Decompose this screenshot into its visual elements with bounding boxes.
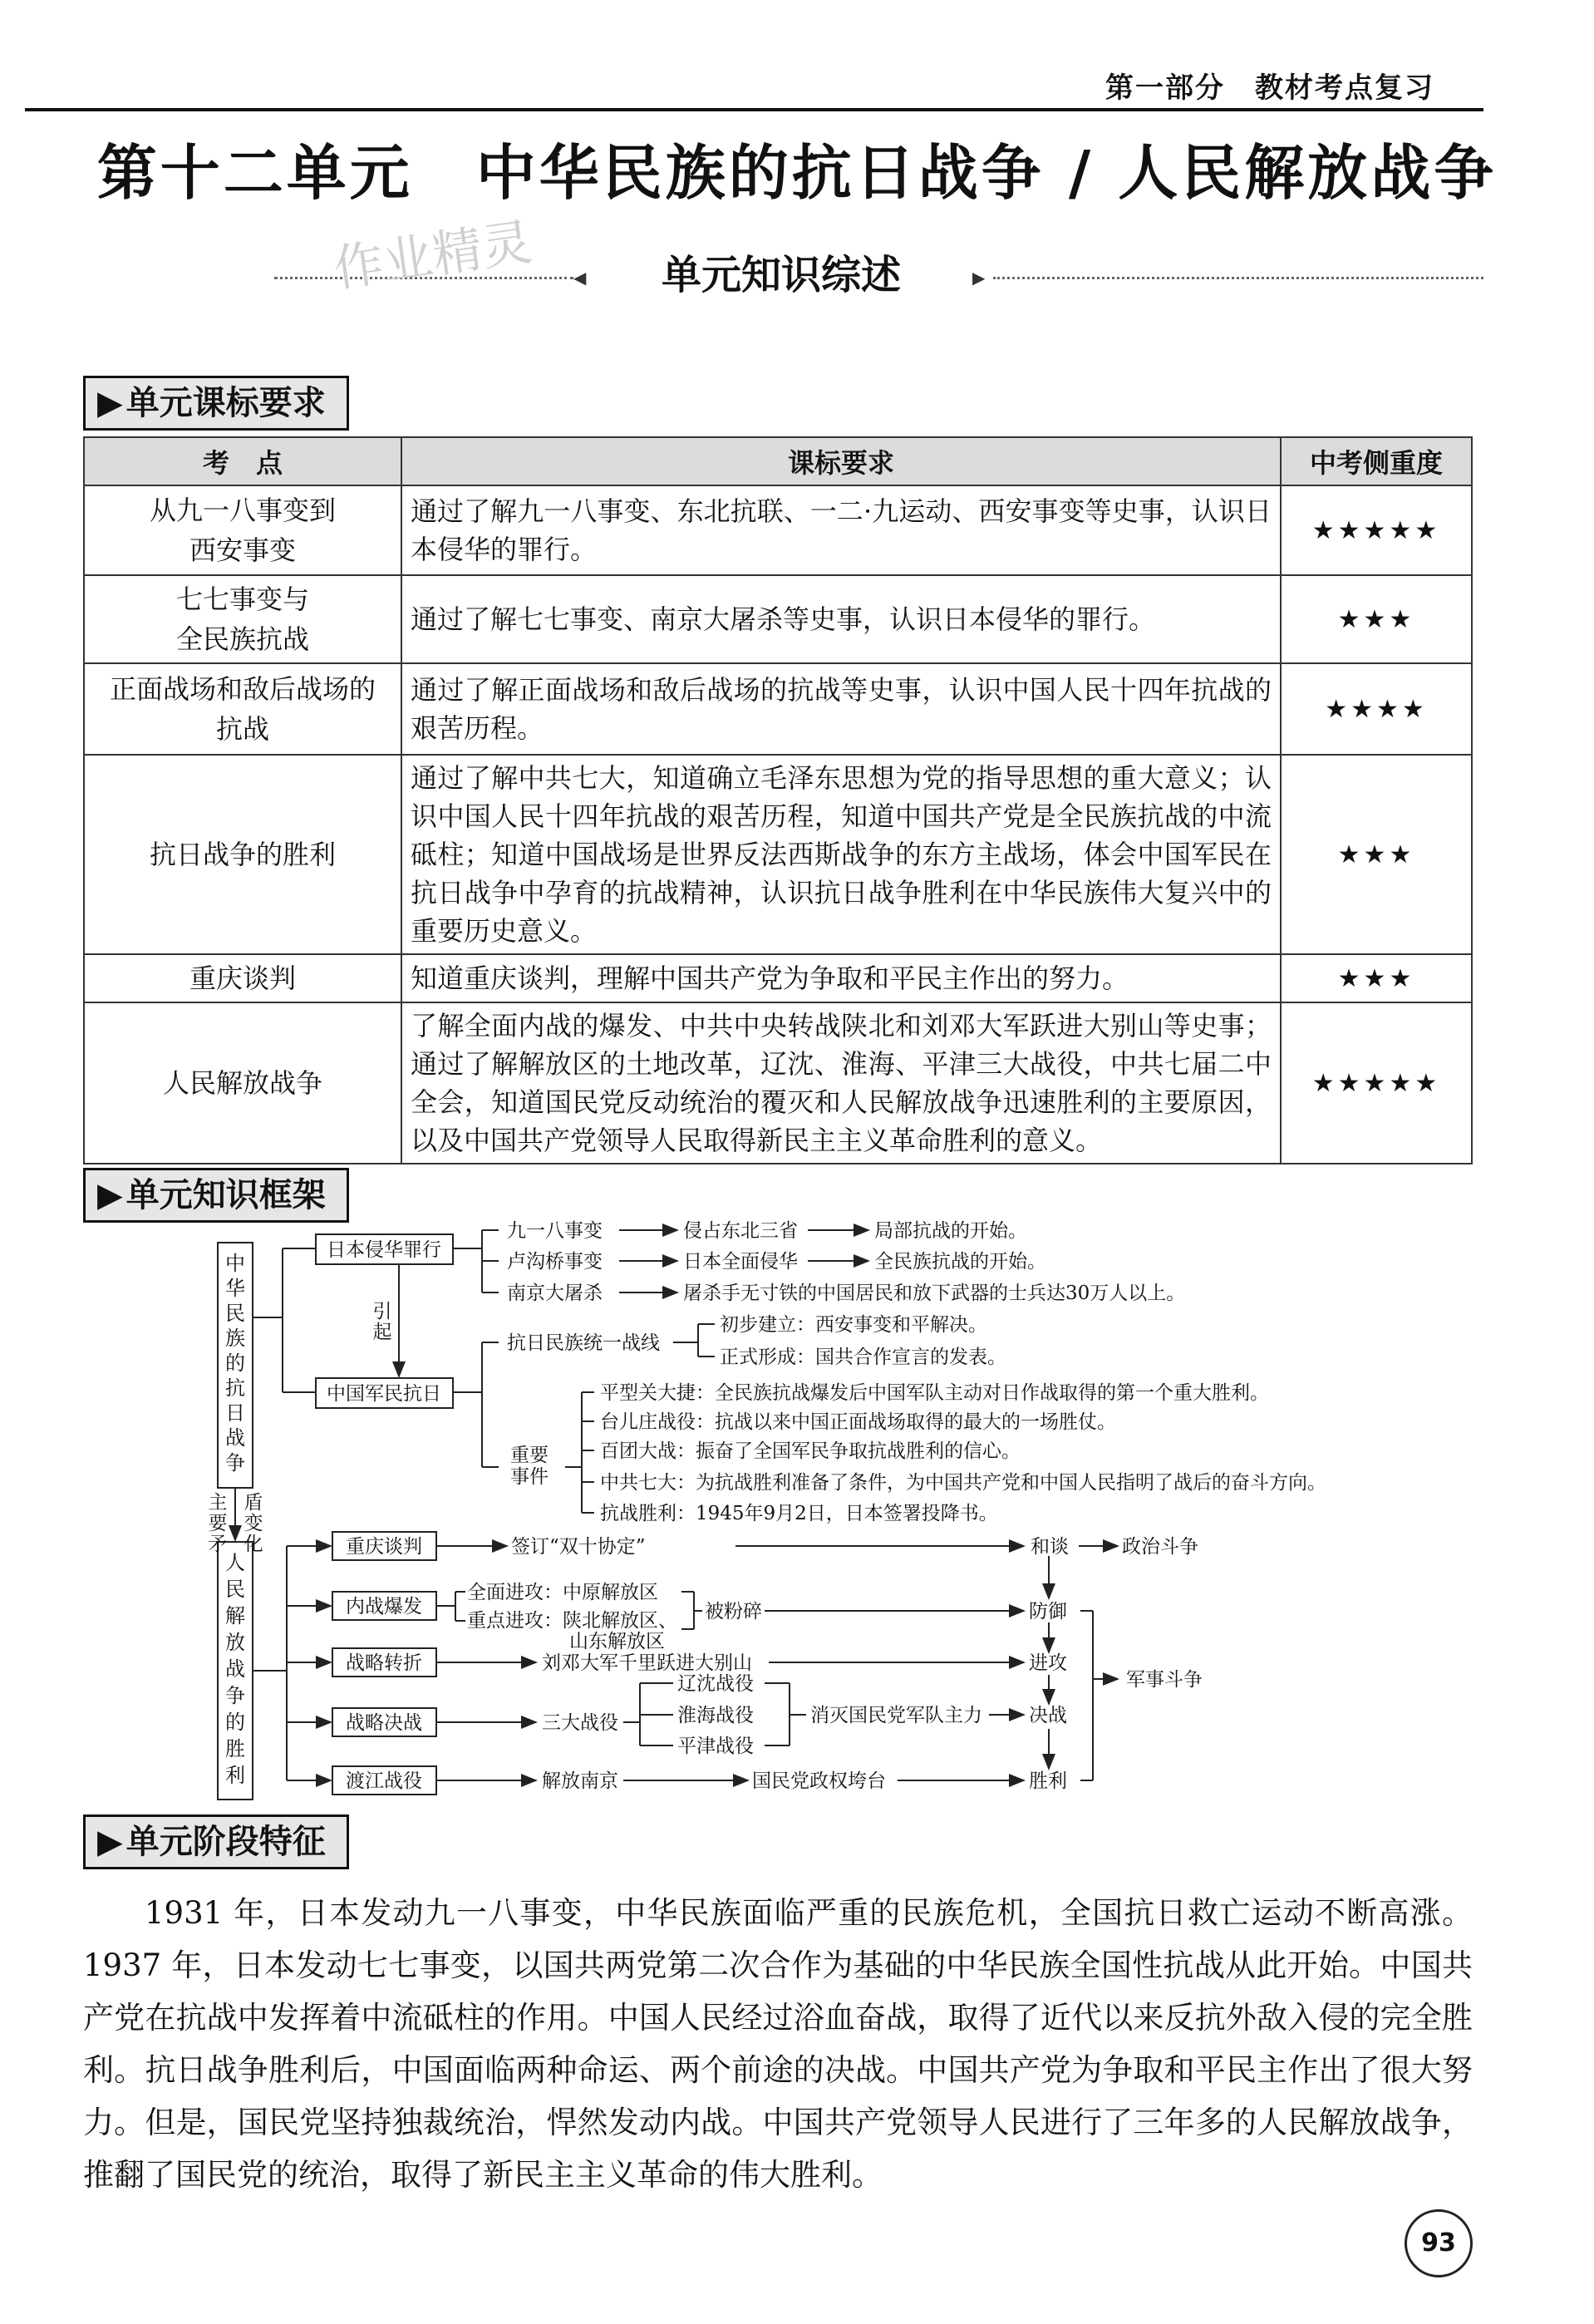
attack-label: 山东解放区 [569, 1631, 665, 1652]
liu-deng-label: 刘邓大军千里跃进大别山 [542, 1652, 752, 1674]
table-row [84, 954, 1472, 1002]
table-header-cell: 课标要求 [401, 437, 1281, 485]
section-framework-heading: ▶ 单元知识框架 [83, 1168, 349, 1223]
decisive-label: 决战 [1029, 1705, 1067, 1726]
topic-cell: 正面战场和敌后战场的 抗战 [84, 663, 401, 755]
united-front-item: 初步建立：西安事变和平解决。 [720, 1314, 987, 1336]
stage-label: 重庆谈判 [346, 1536, 422, 1558]
svg-text:华: 华 [225, 1277, 245, 1300]
topic-cell: 七七事变与 全民族抗战 [84, 575, 401, 663]
svg-text:的: 的 [225, 1711, 245, 1734]
defense-label: 防御 [1029, 1601, 1067, 1622]
stage-label: 战略转折 [346, 1652, 422, 1674]
collapse-label: 国民党政权垮台 [752, 1770, 886, 1792]
important-item: 抗战胜利：1945年9月2日，日本签署投降书。 [600, 1503, 998, 1524]
battle-label: 辽沈战役 [677, 1673, 754, 1695]
table-row [84, 663, 1472, 755]
important-item: 中共七大：为抗战胜利准备了条件，为中国共产党和中国人民指明了战后的奋斗方向。 [600, 1472, 1326, 1494]
event-meaning: 全民族抗战的开始。 [874, 1251, 1046, 1273]
svg-text:战: 战 [225, 1426, 245, 1450]
page-title: 第十二单元 中华民族的抗日战争 / 人民解放战争 [96, 138, 1498, 208]
subtitle-arrow-right-icon: ▶ [972, 268, 986, 288]
section-arrow-icon: ▶ [97, 384, 123, 422]
svg-text:日: 日 [225, 1401, 245, 1425]
event-label: 南京大屠杀 [507, 1283, 603, 1304]
svg-text:民: 民 [225, 1302, 245, 1325]
svg-text:中: 中 [225, 1252, 245, 1275]
attack-label: 全面进攻：中原解放区 [467, 1582, 658, 1603]
star-rating: ★★★ [1281, 575, 1472, 663]
requirement-cell: 知道重庆谈判，理解中国共产党为争取和平民主作出的努力。 [401, 954, 1281, 1002]
svg-text:抗: 抗 [225, 1376, 245, 1400]
table-header-cell: 中考侧重度 [1281, 437, 1472, 485]
stage-label: 渡江战役 [346, 1770, 422, 1792]
victory-label: 胜利 [1029, 1770, 1067, 1792]
star-rating: ★★★★★ [1281, 1002, 1472, 1164]
star-rating: ★★★★ [1281, 663, 1472, 755]
cause-label [373, 1301, 392, 1343]
running-header: 第一部分 教材考点复习 [1105, 71, 1434, 105]
subtitle-arrow-left-icon: ◀ [573, 268, 587, 288]
requirement-cell: 通过了解正面战场和敌后战场的抗战等史事，认识中国人民十四年抗战的艰苦历程。 [401, 663, 1281, 755]
table-row [84, 575, 1472, 663]
resistance-label: 中国军民抗日 [327, 1383, 441, 1405]
svg-text:争: 争 [225, 1684, 245, 1707]
header-rule [25, 108, 1483, 111]
important-item: 百团大战：振奋了全国军民争取抗战胜利的信心。 [600, 1440, 1021, 1462]
table-header-cell: 考 点 [84, 437, 401, 485]
svg-text:利: 利 [225, 1764, 245, 1787]
topic-cell: 人民解放战争 [84, 1002, 401, 1164]
section-requirements-heading: ▶ 单元课标要求 [83, 376, 349, 431]
svg-text:族: 族 [225, 1327, 245, 1350]
svg-text:民: 民 [225, 1578, 245, 1601]
svg-text:人: 人 [225, 1551, 245, 1574]
smashed-label: 被粉碎 [705, 1601, 762, 1622]
attack-label: 重点进攻：陕北解放区、 [467, 1610, 677, 1632]
topic-cell: 重庆谈判 [84, 954, 401, 1002]
table-header-row [84, 437, 1472, 485]
svg-text:胜: 胜 [225, 1737, 245, 1760]
requirement-cell: 通过了解中共七大，知道确立毛泽东思想为党的指导思想的重大意义；认识中国人民十四年抗战的艰苦历程，知道中国共产党是全民族抗战的中流砥柱；知道中国战场是世界反法西斯战争的东方主战场，体会中国军民在抗日战争中孕育的抗战精神，认识抗日战争胜利在中华民族伟大复兴中的重要历史意义。 [401, 755, 1281, 954]
event-result: 侵占东北三省 [683, 1220, 798, 1242]
requirement-cell: 了解全面内战的爆发、中共中央转战陕北和刘邓大军跃进大别山等史事；通过了解解放区的土地改革，辽沈、淮海、平津三大战役，中共七届二中全会，知道国民党反动统治的覆灭和人民解放战争迅速胜利的主要原因，以及中国共产党领导人民取得新民主主义革命胜利的意义。 [401, 1002, 1281, 1164]
section-arrow-icon: ▶ [97, 1176, 123, 1214]
united-front-label: 抗日民族统一战线 [507, 1332, 660, 1354]
important-item: 平型关大捷：全民族抗战爆发后中国军队主动对日作战取得的第一个重大胜利。 [600, 1382, 1269, 1404]
svg-text:放: 放 [225, 1631, 245, 1654]
offense-label: 进攻 [1029, 1652, 1067, 1674]
subtitle-rule-right [993, 277, 1483, 279]
peace-label: 和谈 [1031, 1536, 1069, 1558]
nanjing-label: 解放南京 [542, 1770, 618, 1792]
page-number: 93 [1405, 2209, 1473, 2277]
important-item: 台儿庄战役：抗战以来中国正面战场取得的最大的一场胜仗。 [600, 1411, 1116, 1433]
star-rating: ★★★ [1281, 954, 1472, 1002]
important-label: 重要 [510, 1445, 549, 1466]
svg-text:化: 化 [244, 1534, 263, 1555]
svg-text:矛: 矛 [208, 1534, 228, 1555]
destroy-label: 消灭国民党军队主力 [810, 1705, 982, 1726]
political-struggle-label: 政治斗争 [1122, 1536, 1198, 1558]
knowledge-framework-diagram [0, 1214, 1594, 1812]
watermark-logo: 作业精灵 [329, 213, 536, 299]
topic-cell: 抗日战争的胜利 [84, 755, 401, 954]
subtitle: 单元知识综述 [661, 252, 901, 298]
stage-label: 战略决战 [346, 1712, 422, 1734]
svg-text:主: 主 [208, 1492, 228, 1514]
svg-text:变: 变 [244, 1513, 263, 1534]
svg-text:解: 解 [225, 1604, 245, 1627]
event-result: 日本全面侵华 [683, 1251, 798, 1273]
battle-label: 平津战役 [677, 1736, 754, 1757]
battle-label: 淮海战役 [677, 1705, 754, 1726]
svg-text:引: 引 [372, 1301, 392, 1322]
svg-text:争: 争 [225, 1451, 245, 1475]
event-label: 卢沟桥事变 [507, 1251, 603, 1273]
star-rating: ★★★ [1281, 755, 1472, 954]
event-meaning: 局部抗战的开始。 [874, 1220, 1027, 1242]
stage-label: 内战爆发 [346, 1596, 422, 1617]
svg-text:起: 起 [372, 1322, 392, 1343]
military-struggle-label: 军事斗争 [1126, 1669, 1203, 1691]
svg-text:的: 的 [225, 1352, 245, 1375]
table-row [84, 1002, 1472, 1164]
section-arrow-icon: ▶ [97, 1823, 123, 1861]
stage-features-paragraph: 1931 年，日本发动九一八事变，中华民族面临严重的民族危机，全国抗日救亡运动不断高涨。1937 年，日本发动七七事变，以国共两党第二次合作为基础的中华民族全国性抗战从此开始。中国共产党在抗战中发挥着中流砥柱的作用。中国人民经过浴血奋战，取得了近代以来反抗外敌入侵的完全胜利。抗日战争胜利后，中国面临两种命运、两个前途的决战。中国共产党为争取和平民主作出了很大努力。但是，国民党坚持独裁统治，悍然发动内战。中国共产党领导人民进行了三年多的人民解放战争，推翻了国民党的统治，取得了新民主主义革命的伟大胜利。 [83, 1895, 1473, 2193]
requirement-cell: 通过了解七七事变、南京大屠杀等史事，认识日本侵华的罪行。 [401, 575, 1281, 663]
aggression-label: 日本侵华罪行 [327, 1239, 441, 1261]
event-label: 九一八事变 [507, 1220, 603, 1242]
three-battles-label: 三大战役 [542, 1712, 618, 1734]
svg-text:要: 要 [208, 1513, 228, 1534]
agreement-label: 签订“双十协定” [511, 1536, 646, 1558]
requirement-cell: 通过了解九一八事变、东北抗联、一二·九运动、西安事变等史事，认识日本侵华的罪行。 [401, 485, 1281, 575]
table-row [84, 755, 1472, 954]
topic-cell: 从九一八事变到 西安事变 [84, 485, 401, 575]
svg-text:盾: 盾 [244, 1492, 263, 1514]
important-label: 事件 [510, 1466, 549, 1488]
table-row [84, 485, 1472, 575]
star-rating: ★★★★★ [1281, 485, 1472, 575]
root-liberation-label [225, 1551, 245, 1787]
root-war-label [225, 1252, 245, 1475]
section-features-heading: ▶ 单元阶段特征 [83, 1814, 349, 1869]
svg-text:战: 战 [225, 1657, 245, 1681]
requirements-table [83, 436, 1473, 1164]
event-result: 屠杀手无寸铁的中国居民和放下武器的士兵达30万人以上。 [683, 1283, 1186, 1304]
united-front-item: 正式形成：国共合作宣言的发表。 [720, 1347, 1006, 1368]
